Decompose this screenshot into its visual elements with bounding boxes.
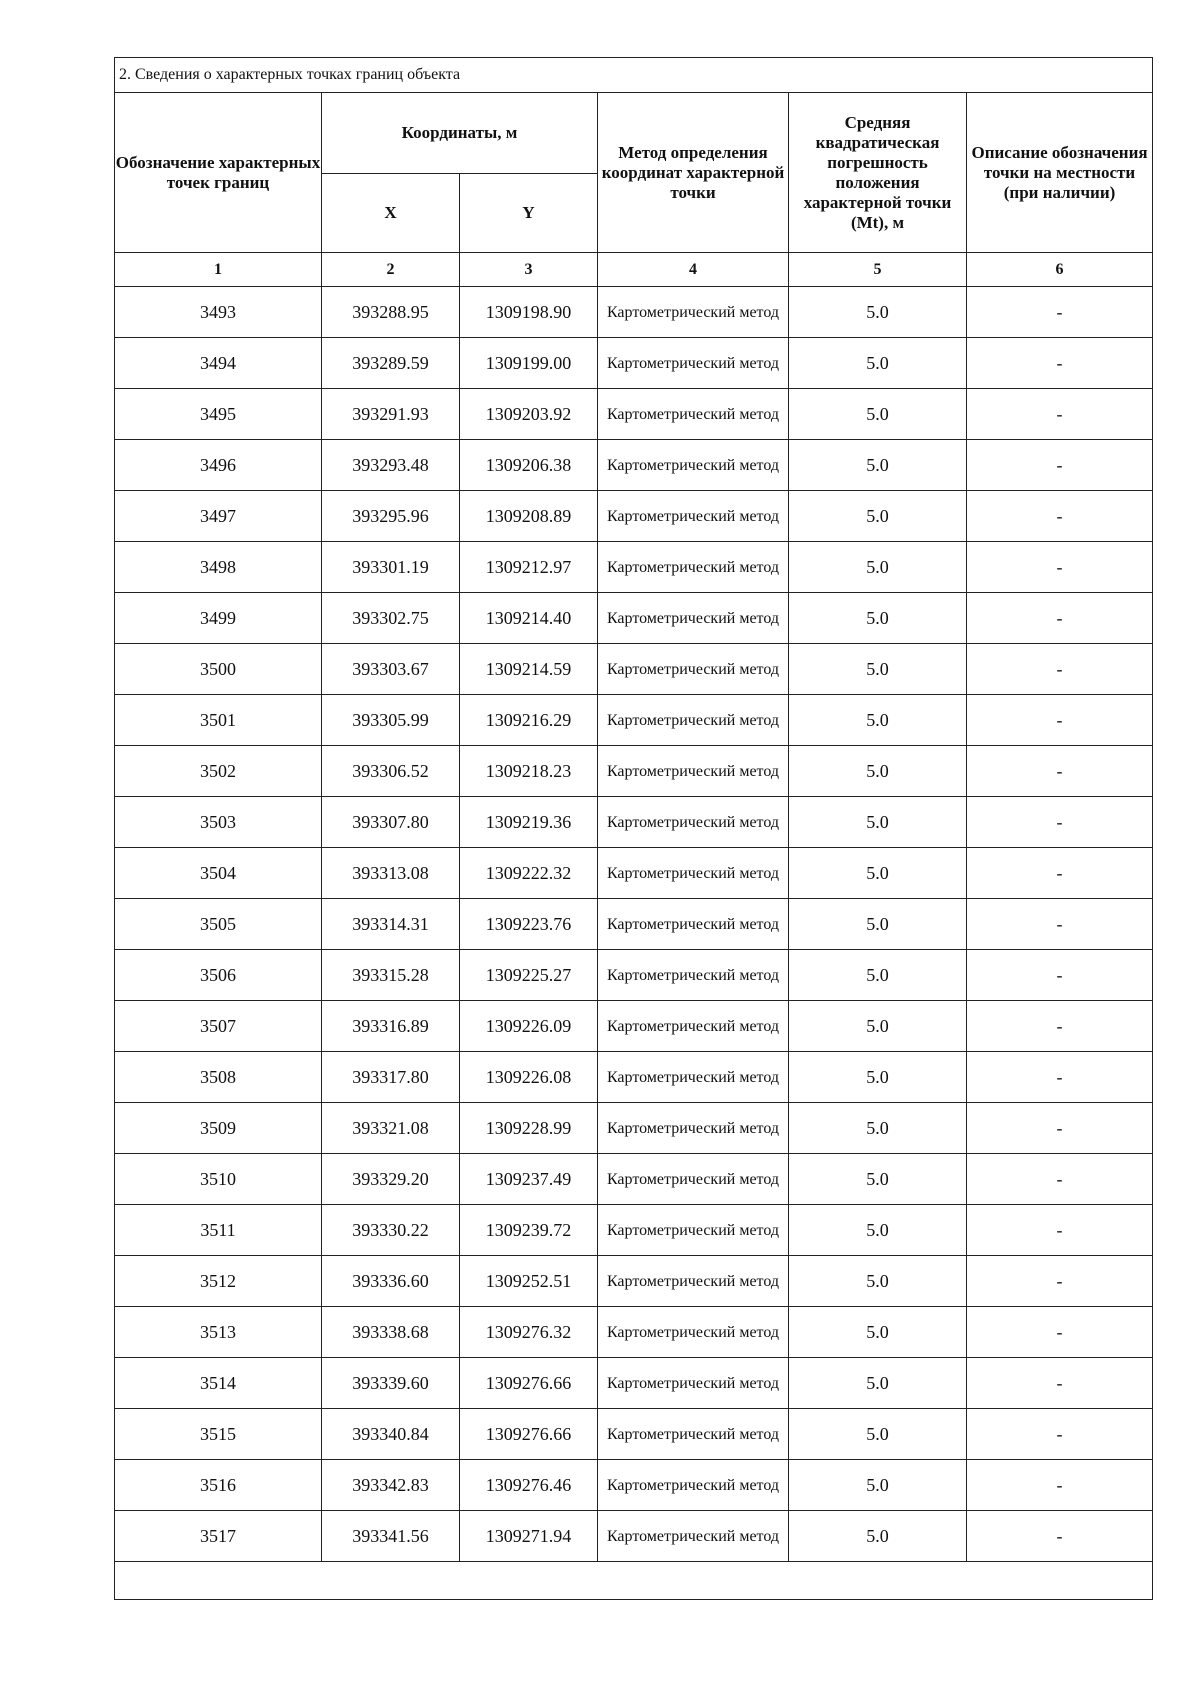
method-cell: Картометрический метод [598,1052,789,1103]
point-id-cell: 3509 [115,1103,322,1154]
description-cell: - [967,440,1153,491]
point-id-cell: 3514 [115,1358,322,1409]
description-cell: - [967,1154,1153,1205]
table-row [115,440,1153,491]
accuracy-cell: 5.0 [789,440,967,491]
point-id-cell: 3499 [115,593,322,644]
x-coordinate-cell: 393316.89 [322,1001,460,1052]
x-coordinate-cell: 393340.84 [322,1409,460,1460]
accuracy-cell: 5.0 [789,1154,967,1205]
table-row [115,644,1153,695]
table-row [115,287,1153,338]
y-coordinate-cell: 1309237.49 [460,1154,598,1205]
accuracy-cell: 5.0 [789,797,967,848]
accuracy-cell: 5.0 [789,1052,967,1103]
description-cell: - [967,950,1153,1001]
x-coordinate-cell: 393339.60 [322,1358,460,1409]
point-id-cell: 3503 [115,797,322,848]
table-row [115,1409,1153,1460]
method-cell: Картометрический метод [598,695,789,746]
table-row [115,542,1153,593]
accuracy-cell: 5.0 [789,950,967,1001]
method-cell: Картометрический метод [598,644,789,695]
method-cell: Картометрический метод [598,1409,789,1460]
table-row [115,1307,1153,1358]
x-coordinate-cell: 393289.59 [322,338,460,389]
point-id-cell: 3511 [115,1205,322,1256]
y-coordinate-cell: 1309223.76 [460,899,598,950]
method-cell: Картометрический метод [598,440,789,491]
point-id-cell: 3508 [115,1052,322,1103]
accuracy-cell: 5.0 [789,593,967,644]
point-id-cell: 3500 [115,644,322,695]
header-accuracy: Средняя квадратическая погрешность положения характерной точки (Mt), м [789,93,967,253]
y-coordinate-cell: 1309208.89 [460,491,598,542]
point-id-cell: 3517 [115,1511,322,1562]
table-row [115,1460,1153,1511]
method-cell: Картометрический метод [598,848,789,899]
header-point: Обозначение характерных точек границ [115,93,322,253]
method-cell: Картометрический метод [598,1154,789,1205]
point-id-cell: 3507 [115,1001,322,1052]
column-number: 6 [967,253,1153,287]
method-cell: Картометрический метод [598,1001,789,1052]
column-numbers-row [115,253,1153,287]
table-row [115,593,1153,644]
y-coordinate-cell: 1309198.90 [460,287,598,338]
method-cell: Картометрический метод [598,593,789,644]
header-coordinates: Координаты, м [322,93,598,174]
accuracy-cell: 5.0 [789,1103,967,1154]
point-id-cell: 3504 [115,848,322,899]
y-coordinate-cell: 1309276.46 [460,1460,598,1511]
point-id-cell: 3506 [115,950,322,1001]
table-row [115,491,1153,542]
point-id-cell: 3498 [115,542,322,593]
description-cell: - [967,338,1153,389]
table-row [115,1103,1153,1154]
table-row [115,797,1153,848]
x-coordinate-cell: 393329.20 [322,1154,460,1205]
method-cell: Картометрический метод [598,950,789,1001]
x-coordinate-cell: 393293.48 [322,440,460,491]
x-coordinate-cell: 393307.80 [322,797,460,848]
description-cell: - [967,1256,1153,1307]
point-id-cell: 3502 [115,746,322,797]
point-id-cell: 3515 [115,1409,322,1460]
accuracy-cell: 5.0 [789,848,967,899]
x-coordinate-cell: 393291.93 [322,389,460,440]
description-cell: - [967,746,1153,797]
x-coordinate-cell: 393295.96 [322,491,460,542]
table-row [115,389,1153,440]
y-coordinate-cell: 1309216.29 [460,695,598,746]
description-cell: - [967,593,1153,644]
point-id-cell: 3513 [115,1307,322,1358]
y-coordinate-cell: 1309206.38 [460,440,598,491]
table-row [115,1358,1153,1409]
x-coordinate-cell: 393321.08 [322,1103,460,1154]
accuracy-cell: 5.0 [789,1256,967,1307]
table-row [115,848,1153,899]
table-row [115,950,1153,1001]
method-cell: Картометрический метод [598,1358,789,1409]
header-x: X [322,174,460,253]
y-coordinate-cell: 1309226.09 [460,1001,598,1052]
accuracy-cell: 5.0 [789,1358,967,1409]
y-coordinate-cell: 1309222.32 [460,848,598,899]
boundary-points-table [114,57,1153,1600]
y-coordinate-cell: 1309276.66 [460,1358,598,1409]
table-row [115,899,1153,950]
x-coordinate-cell: 393336.60 [322,1256,460,1307]
method-cell: Картометрический метод [598,1460,789,1511]
description-cell: - [967,1052,1153,1103]
x-coordinate-cell: 393306.52 [322,746,460,797]
point-id-cell: 3501 [115,695,322,746]
table-row [115,1205,1153,1256]
point-id-cell: 3496 [115,440,322,491]
method-cell: Картометрический метод [598,542,789,593]
table-row [115,1511,1153,1562]
description-cell: - [967,1205,1153,1256]
accuracy-cell: 5.0 [789,1511,967,1562]
y-coordinate-cell: 1309199.00 [460,338,598,389]
method-cell: Картометрический метод [598,338,789,389]
y-coordinate-cell: 1309225.27 [460,950,598,1001]
point-id-cell: 3493 [115,287,322,338]
y-coordinate-cell: 1309203.92 [460,389,598,440]
method-cell: Картометрический метод [598,899,789,950]
section-title: 2. Сведения о характерных точках границ объекта [115,58,1153,93]
y-coordinate-cell: 1309276.32 [460,1307,598,1358]
description-cell: - [967,1358,1153,1409]
table-body [115,287,1153,1562]
empty-cell [115,1562,1153,1600]
description-cell: - [967,1103,1153,1154]
x-coordinate-cell: 393302.75 [322,593,460,644]
accuracy-cell: 5.0 [789,1307,967,1358]
column-number: 2 [322,253,460,287]
column-number: 4 [598,253,789,287]
point-id-cell: 3494 [115,338,322,389]
point-id-cell: 3495 [115,389,322,440]
description-cell: - [967,287,1153,338]
accuracy-cell: 5.0 [789,899,967,950]
x-coordinate-cell: 393301.19 [322,542,460,593]
column-number: 1 [115,253,322,287]
point-id-cell: 3516 [115,1460,322,1511]
document-page [114,57,1152,1600]
header-y: Y [460,174,598,253]
x-coordinate-cell: 393317.80 [322,1052,460,1103]
method-cell: Картометрический метод [598,1511,789,1562]
description-cell: - [967,848,1153,899]
method-cell: Картометрический метод [598,797,789,848]
accuracy-cell: 5.0 [789,338,967,389]
x-coordinate-cell: 393305.99 [322,695,460,746]
x-coordinate-cell: 393314.31 [322,899,460,950]
y-coordinate-cell: 1309271.94 [460,1511,598,1562]
y-coordinate-cell: 1309219.36 [460,797,598,848]
description-cell: - [967,542,1153,593]
point-id-cell: 3512 [115,1256,322,1307]
description-cell: - [967,797,1153,848]
column-number: 3 [460,253,598,287]
accuracy-cell: 5.0 [789,491,967,542]
column-number: 5 [789,253,967,287]
accuracy-cell: 5.0 [789,1001,967,1052]
y-coordinate-cell: 1309218.23 [460,746,598,797]
empty-footer-row [115,1562,1153,1600]
x-coordinate-cell: 393315.28 [322,950,460,1001]
x-coordinate-cell: 393330.22 [322,1205,460,1256]
description-cell: - [967,1409,1153,1460]
method-cell: Картометрический метод [598,491,789,542]
table-row [115,338,1153,389]
table-row [115,1256,1153,1307]
method-cell: Картометрический метод [598,1256,789,1307]
description-cell: - [967,1460,1153,1511]
accuracy-cell: 5.0 [789,542,967,593]
accuracy-cell: 5.0 [789,1460,967,1511]
accuracy-cell: 5.0 [789,287,967,338]
y-coordinate-cell: 1309214.40 [460,593,598,644]
y-coordinate-cell: 1309214.59 [460,644,598,695]
header-description: Описание обозначения точки на местности (при наличии) [967,93,1153,253]
method-cell: Картометрический метод [598,746,789,797]
method-cell: Картометрический метод [598,1103,789,1154]
accuracy-cell: 5.0 [789,1205,967,1256]
y-coordinate-cell: 1309228.99 [460,1103,598,1154]
method-cell: Картометрический метод [598,287,789,338]
table-row [115,695,1153,746]
x-coordinate-cell: 393341.56 [322,1511,460,1562]
table-row [115,746,1153,797]
accuracy-cell: 5.0 [789,695,967,746]
y-coordinate-cell: 1309276.66 [460,1409,598,1460]
x-coordinate-cell: 393303.67 [322,644,460,695]
x-coordinate-cell: 393338.68 [322,1307,460,1358]
description-cell: - [967,491,1153,542]
x-coordinate-cell: 393313.08 [322,848,460,899]
description-cell: - [967,695,1153,746]
y-coordinate-cell: 1309252.51 [460,1256,598,1307]
description-cell: - [967,899,1153,950]
accuracy-cell: 5.0 [789,644,967,695]
table-row [115,1154,1153,1205]
point-id-cell: 3497 [115,491,322,542]
y-coordinate-cell: 1309239.72 [460,1205,598,1256]
method-cell: Картометрический метод [598,1307,789,1358]
x-coordinate-cell: 393288.95 [322,287,460,338]
y-coordinate-cell: 1309212.97 [460,542,598,593]
accuracy-cell: 5.0 [789,1409,967,1460]
method-cell: Картометрический метод [598,1205,789,1256]
description-cell: - [967,1307,1153,1358]
accuracy-cell: 5.0 [789,746,967,797]
point-id-cell: 3510 [115,1154,322,1205]
table-row [115,1001,1153,1052]
description-cell: - [967,389,1153,440]
description-cell: - [967,1001,1153,1052]
point-id-cell: 3505 [115,899,322,950]
description-cell: - [967,1511,1153,1562]
y-coordinate-cell: 1309226.08 [460,1052,598,1103]
x-coordinate-cell: 393342.83 [322,1460,460,1511]
method-cell: Картометрический метод [598,389,789,440]
accuracy-cell: 5.0 [789,389,967,440]
header-method: Метод определения координат характерной точки [598,93,789,253]
description-cell: - [967,644,1153,695]
table-row [115,1052,1153,1103]
